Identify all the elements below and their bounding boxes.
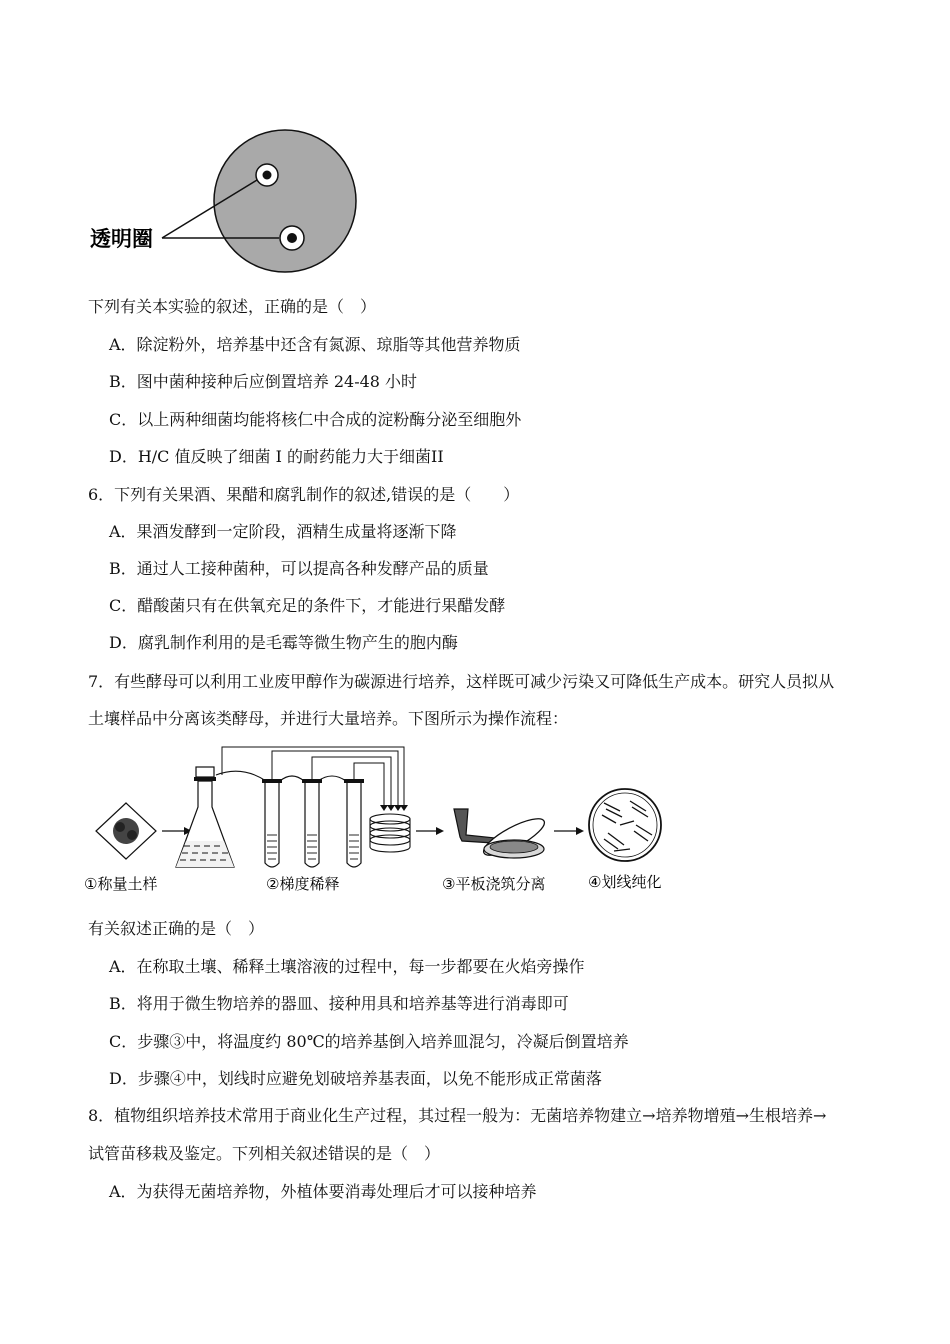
q7-option-c: C．步骤③中，将温度约 80℃的培养基倒入培养皿混匀，冷凝后倒置培养 — [109, 1032, 629, 1051]
q8-stem-line1: 8．植物组织培养技术常用于商业化生产过程，其过程一般为：无菌培养物建立→培养物增殖→生根培养→ — [88, 1106, 827, 1125]
petri-dish-figure — [80, 126, 370, 276]
colony-2 — [287, 233, 297, 243]
q6-option-b: B．通过人工接种菌种，可以提高各种发酵产品的质量 — [109, 559, 489, 578]
q7-option-d: D．步骤④中，划线时应避免划破培养基表面，以免不能形成正常菌落 — [109, 1069, 602, 1088]
q5-option-b: B．图中菌种接种后应倒置培养 24-48 小时 — [109, 372, 418, 391]
q5-option-a: A．除淀粉外，培养基中还含有氮源、琼脂等其他营养物质 — [109, 335, 521, 354]
q6-option-c: C．醋酸菌只有在供氧充足的条件下，才能进行果醋发酵 — [109, 596, 506, 615]
q7-stem-line1: 7．有些酵母可以利用工业废甲醇作为碳源进行培养，这样既可减少污染又可降低生产成本。研究人员拟从 — [88, 672, 835, 691]
conical-flask-icon — [176, 767, 234, 867]
pouring-plate-icon — [454, 809, 549, 862]
colony-1 — [263, 171, 272, 180]
isolation-workflow-figure — [84, 745, 684, 897]
q6-option-d: D．腐乳制作利用的是毛霉等微生物产生的胞内酶 — [109, 633, 458, 652]
step2-label: ②梯度稀释 — [266, 875, 340, 893]
step4-label: ④划线纯化 — [588, 873, 662, 891]
q7-option-b: B．将用于微生物培养的器皿、接种用具和培养基等进行消毒即可 — [109, 994, 569, 1013]
step1-label: ①称量土样 — [84, 875, 158, 893]
q6-stem: 6．下列有关果酒、果醋和腐乳制作的叙述,错误的是（ ） — [88, 485, 520, 504]
q5-stem: 下列有关本实验的叙述，正确的是（ ） — [88, 297, 377, 316]
q5-option-d: D．H/C 值反映了细菌 I 的耐药能力大于细菌II — [109, 447, 444, 466]
transparent-zone-label: 透明圈 — [90, 227, 153, 251]
test-tube-icons — [262, 779, 364, 867]
step3-label: ③平板浇筑分离 — [442, 875, 546, 893]
streak-plate-icon — [589, 789, 661, 861]
petri-dish — [214, 130, 356, 272]
q7-option-a: A．在称取土壤、稀释土壤溶液的过程中，每一步都要在火焰旁操作 — [109, 957, 585, 976]
q7-sub-stem: 有关叙述正确的是（ ） — [88, 919, 265, 938]
q8-option-a: A．为获得无菌培养物，外植体要消毒处理后才可以接种培养 — [109, 1182, 537, 1201]
plate-stack-icon — [370, 814, 410, 852]
q8-stem-line2: 试管苗移栽及鉴定。下列相关叙述错误的是（ ） — [88, 1144, 441, 1163]
q6-option-a: A．果酒发酵到一定阶段，酒精生成量将逐渐下降 — [109, 522, 457, 541]
q7-stem-line2: 土壤样品中分离该类酵母，并进行大量培养。下图所示为操作流程： — [88, 709, 569, 728]
soil-sample-icon — [96, 803, 156, 859]
q5-option-c: C．以上两种细菌均能将核仁中合成的淀粉酶分泌至细胞外 — [109, 410, 522, 429]
